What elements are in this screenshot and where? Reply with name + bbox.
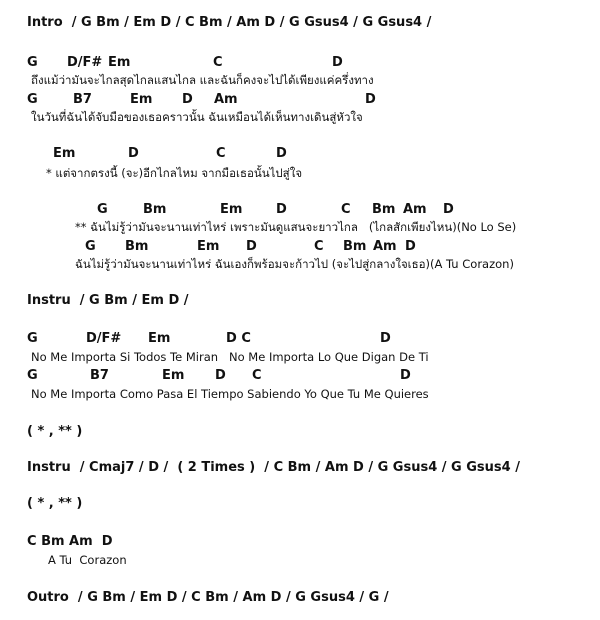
lyric-line: ในวันที่ฉันได้จับมือของเธอคราวนั้น ฉันเหมือนได้เห็นทางเดินสู่หัวใจ: [31, 110, 363, 124]
chord: B7: [73, 92, 92, 107]
chord: Em: [130, 92, 153, 107]
chord: D: [276, 146, 287, 161]
chord: C: [314, 239, 324, 254]
chord: Bm: [343, 239, 367, 254]
chord: Am: [373, 239, 397, 254]
chord: Em: [108, 55, 131, 70]
chord: Bm: [143, 202, 167, 217]
lyric-line: ถึงแม้ว่ามันจะไกลสุดไกลแสนไกล และฉันก็คงจะไปได้เพียงแค่ครึ่งทาง: [31, 73, 374, 87]
chord: D/F#: [67, 55, 103, 70]
chord: Em: [197, 239, 220, 254]
lyric-line: ฉันไม่รู้ว่ามันจะนานเท่าไหร่ ฉันเองก็พร้อมจะก้าวไป (จะไปสู่กลางใจเธอ)(A Tu Corazon): [75, 257, 514, 271]
lyric-line: No Me Importa Si Todos Te Miran No Me Importa Lo Que Digan De Ti: [31, 350, 429, 364]
chord: B7: [90, 368, 109, 383]
chord: G: [27, 55, 38, 70]
chord: D C: [226, 331, 251, 346]
chord: G: [27, 331, 38, 346]
chord: D: [215, 368, 226, 383]
chord: Em: [53, 146, 76, 161]
chord: G: [27, 368, 38, 383]
chord: C: [341, 202, 351, 217]
chord: D: [365, 92, 376, 107]
chord: D: [380, 331, 391, 346]
outro-line: Outro / G Bm / Em D / C Bm / Am D / G Gsus4 / G /: [27, 590, 389, 605]
chord: Am: [403, 202, 427, 217]
chord: G: [97, 202, 108, 217]
chord: C: [216, 146, 226, 161]
chord: C: [213, 55, 223, 70]
chord: G: [85, 239, 96, 254]
lyric-line: * แต่จากตรงนี้ (จะ)อีกไกลไหม จากมือเธอนั้นไปสู่ใจ: [46, 166, 303, 180]
chord: Em: [162, 368, 185, 383]
instru-line: Instru / G Bm / Em D /: [27, 293, 189, 308]
chord: C: [252, 368, 262, 383]
chord: Am: [214, 92, 238, 107]
chord: D: [182, 92, 193, 107]
chord: D: [400, 368, 411, 383]
chord: D: [128, 146, 139, 161]
chord: D: [405, 239, 416, 254]
chord: D: [276, 202, 287, 217]
chord: D/F#: [86, 331, 122, 346]
chord-line: C Bm Am D: [27, 534, 113, 549]
repeat-marker: ( * , ** ): [27, 496, 83, 511]
chord: D: [332, 55, 343, 70]
chord: Em: [220, 202, 243, 217]
repeat-marker: ( * , ** ): [27, 424, 83, 439]
intro-line: Intro / G Bm / Em D / C Bm / Am D / G Gsus4 / G Gsus4 /: [27, 15, 432, 30]
chord: D: [443, 202, 454, 217]
chord: D: [246, 239, 257, 254]
instru-line: Instru / Cmaj7 / D / ( 2 Times ) / C Bm / Am D / G Gsus4 / G Gsus4 /: [27, 460, 520, 475]
chord: Bm: [125, 239, 149, 254]
lyric-line: ** ฉันไม่รู้ว่ามันจะนานเท่าไหร่ เพราะมันดูแสนจะยาวไกล (ไกลสักเพียงไหน)(No Lo Se): [75, 220, 517, 234]
chord: Em: [148, 331, 171, 346]
lyric-line: No Me Importa Como Pasa El Tiempo Sabiendo Yo Que Tu Me Quieres: [31, 387, 429, 401]
chord: G: [27, 92, 38, 107]
lyric-line: A Tu Corazon: [48, 553, 127, 567]
chord: Bm: [372, 202, 396, 217]
